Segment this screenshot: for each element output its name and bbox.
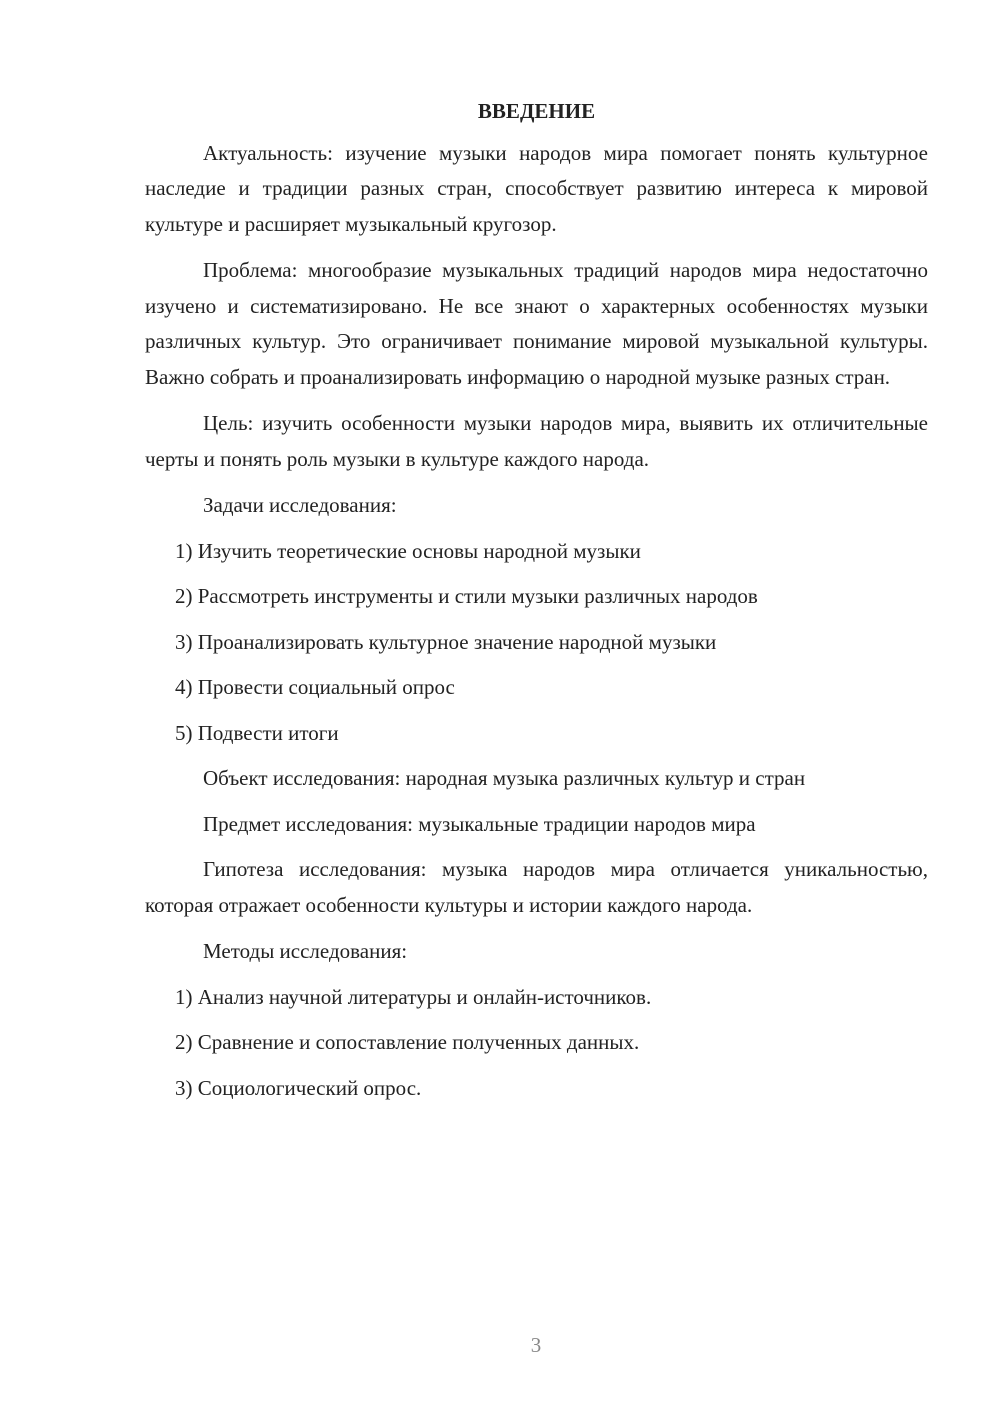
research-object: Объект исследования: народная музыка различных культур и стран	[203, 766, 806, 790]
page-content	[145, 94, 928, 1116]
tasks-heading: Задачи исследования:	[203, 493, 397, 517]
method-item: 3) Социологический опрос.	[175, 1075, 422, 1100]
research-subject: Предмет исследования: музыкальные традиции народов мира	[203, 811, 756, 836]
page-title: ВВЕДЕНИЕ	[477, 99, 596, 123]
task-item: 3) Проанализировать культурное значение народной музыки	[175, 629, 717, 654]
relevance-paragraph: Актуальность: изучение музыки народов мира помогает понять культурное наследие и традиции разных стран, способствует развитию интереса к мировой культуре и расширяет музыкальный кругозор.	[145, 140, 928, 236]
task-item: 2) Рассмотреть инструменты и стили музыки различных народов	[175, 584, 758, 608]
page-number: 3	[530, 1333, 542, 1357]
problem-paragraph: Проблема: многообразие музыкальных традиций народов мира недостаточно изучено и систематизировано. Не все знают о характерных особенностях музыки различных культур. Это ограничивает понимание мировой музыкальной культуры. Важно собрать и проанализировать информацию о народной музыке разных стран.	[145, 258, 928, 389]
method-item: 1) Анализ научной литературы и онлайн-источников.	[175, 984, 652, 1009]
methods-heading: Методы исследования:	[203, 939, 408, 963]
hypothesis-paragraph: Гипотеза исследования: музыка народов мира отличается уникальностью, которая отражает особенности культуры и истории каждого народа.	[145, 857, 928, 917]
task-item: 1) Изучить теоретические основы народной музыки	[175, 538, 641, 563]
goal-paragraph: Цель: изучить особенности музыки народов мира, выявить их отличительные черты и понять роль музыки в культуре каждого народа.	[145, 411, 928, 471]
method-item: 2) Сравнение и сопоставление полученных данных.	[175, 1030, 640, 1054]
task-item: 5) Подвести итоги	[175, 720, 339, 745]
task-item: 4) Провести социальный опрос	[175, 675, 455, 699]
